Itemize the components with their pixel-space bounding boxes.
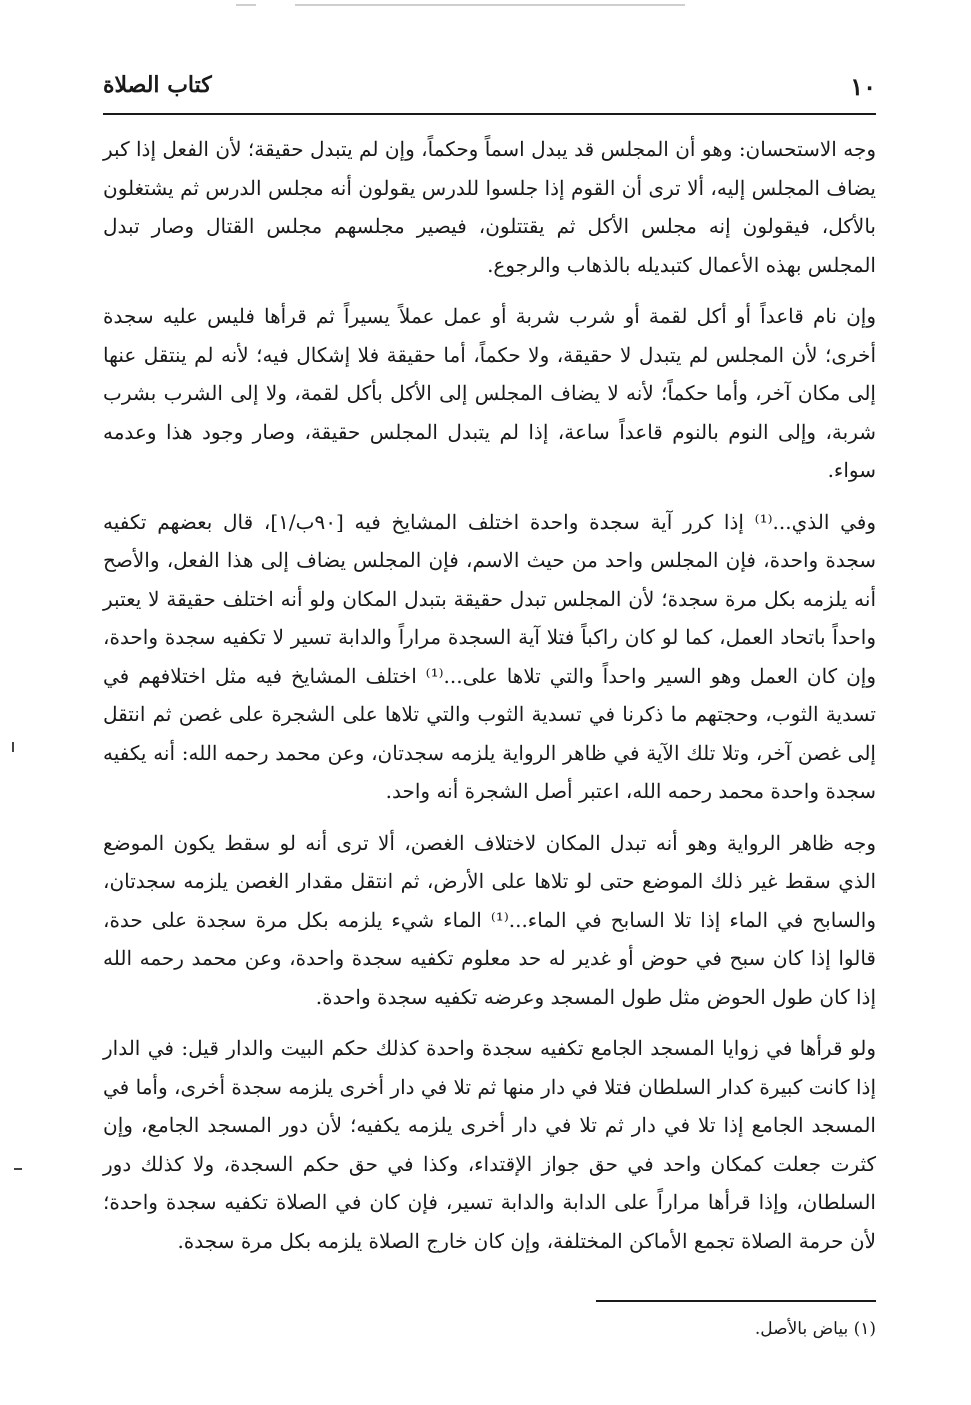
footnote: (١) بياض بالأصل. bbox=[754, 1319, 876, 1339]
main-text bbox=[103, 130, 876, 1273]
footnote-divider bbox=[596, 1300, 876, 1302]
page-header bbox=[103, 66, 876, 110]
paragraph: ولو قرأها في زوايا المسجد الجامع تكفيه سجدة واحدة كذلك حكم البيت والدار قيل: في الدار إذا كانت كبيرة كدار السلطان فتلا في دار منها ثم تلا في دار أخرى يلزمه سجدة أخرى، وأما في المسجد الجامع إذا تلا في دار ثم تلا في دار أخرى يلزمه يكفيه؛ لأن دور المسجد الجامع، وإن كثرت جعلت كمكان واحد في حق جواز الإقتداء، وكذا في حق حكم السجدة، ولا كذلك دور السلطان، وإذا قرأها مراراً على الدابة والدابة تسير، فإن كان في الصلاة تكفيه سجدة واحدة؛ لأن حرمة الصلاة تجمع الأماكن المختلفة، وإن كان خارج الصلاة يلزمه بكل مرة سجدة. bbox=[103, 1036, 876, 1253]
paragraph: وجه ظاهر الرواية وهو أنه تبدل المكان لاختلاف الغصن، ألا ترى أنه لو سقط يكون الموضع الذي سقط غير ذلك الموضع حتى لو تلاها على الأرض، ثم انتقل مقدار الغصن يلزمه سجدتان، والسابح في الماء إذا تلا السابح في الماء...⁽¹⁾ الماء شيء يلزمه بكل مرة سجدة على حدة، قالوا إذا كان سبح في حوض أو غدير له حد معلوم تكفيه سجدة واحدة، وعن محمد رحمه الله إذا كان طول الحوض مثل طول المسجد وعرضه تكفيه سجدة واحدة. bbox=[103, 830, 876, 1009]
scan-margin-mark bbox=[14, 1168, 22, 1170]
paragraph: وفي الذي...⁽¹⁾ إذا كرر آية سجدة واحدة اختلف المشايخ فيه [٩٠ب/١]، قال بعضهم تكفيه سجدة واحدة، فإن المجلس واحد من حيث الاسم، فإن المجلس يضاف إلى هذا الفعل، والأصح أنه يلزمه بكل مرة سجدة؛ لأن المجلس تبدل حقيقة بتبدل المكان ولو أنه اختلف حقيقة لا يعتبر واحداً باتحاد العمل، كما لو كان راكباً فتلا آية السجدة مراراً والدابة تسير لا تكفيه سجدة واحدة، وإن كان العمل وهو السير واحداً والتي تلاها على...⁽¹⁾ اختلف المشايخ فيه مثل اختلافهم في تسدية الثوب، وحجتهم ما ذكرنا في تسدية الثوب والتي تلاها على الشجرة على غصن ثم انتقل إلى غصن آخر، وتلا تلك الآية في ظاهر الرواية يلزمه سجدتان، وعن محمد رحمه الله: أنه يكفيه سجدة واحدة محمد رحمه الله، اعتبر أصل الشجرة أنه واحد. bbox=[103, 509, 876, 803]
running-title: كتاب الصلاة bbox=[103, 72, 212, 98]
scan-artifact-line bbox=[295, 4, 685, 6]
paragraph: وإن نام قاعداً أو أكل لقمة أو شرب شربة أو عمل عملاً يسيراً ثم قرأها فليس عليه سجدة أخرى؛ لأن المجلس لم يتبدل لا حقيقة، ولا حكماً، أما حقيقة فلا إشكال فيه؛ لأنه لم ينتقل عنها إلى مكان آخر، وأما حكماً؛ لأنه لا يضاف المجلس إلى الأكل بأكل لقمة، ولا إلى الشرب بشرب شربة، وإلى النوم بالنوم قاعداً ساعة، إذا لم يتبدل المجلس حقيقة، وصار وجود هذا وعدمه سواء. bbox=[103, 304, 876, 482]
page-number: ١٠ bbox=[850, 72, 876, 101]
paragraph: وجه الاستحسان: وهو أن المجلس قد يبدل اسماً وحكماً، وإن لم يتبدل حقيقة؛ لأن الفعل إذا كبر يضاف المجلس إليه، ألا ترى أن القوم إذا جلسوا للدرس يقولون أنه مجلس الدرس ثم يشتغلون بالأكل، فيقولون إنه مجلس الأكل ثم يقتتلون، فيصير مجلسهم مجلس القتال وصار تبدل المجلس بهذه الأعمال كتبديله بالذهاب والرجوع. bbox=[103, 137, 876, 277]
header-divider bbox=[103, 113, 876, 115]
scan-artifact-line bbox=[236, 4, 256, 6]
scan-margin-mark bbox=[12, 742, 14, 752]
